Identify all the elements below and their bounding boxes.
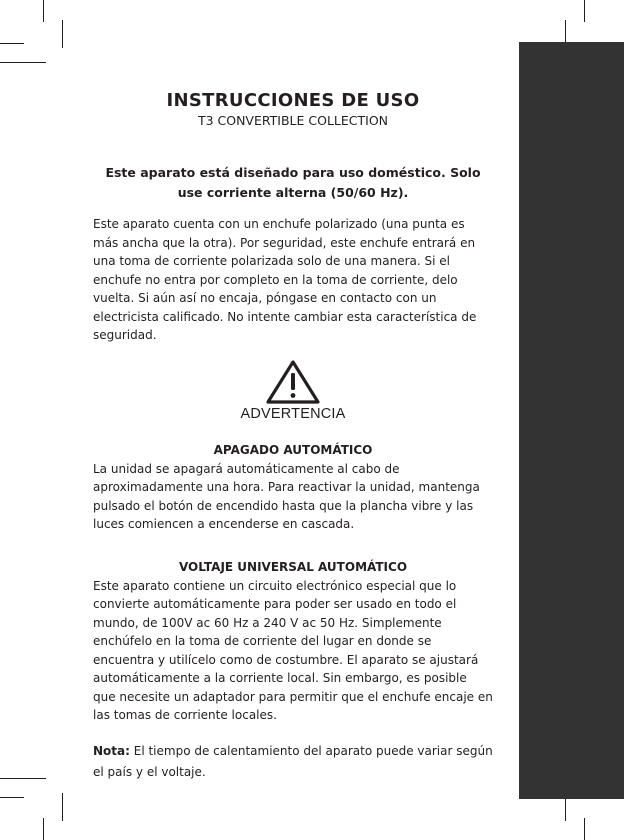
- warning-block: [93, 359, 493, 423]
- crop-mark: [62, 20, 63, 48]
- crop-mark: [0, 778, 46, 779]
- crop-mark: [0, 43, 24, 44]
- crop-mark: [43, 0, 44, 22]
- page-subtitle: T3 CONVERTIBLE COLLECTION: [197, 113, 389, 128]
- warning-triangle-icon: [265, 359, 321, 405]
- crop-mark: [43, 818, 44, 840]
- side-tab: [519, 42, 624, 799]
- page-title: INSTRUCCIONES DE USO: [166, 90, 420, 111]
- section-heading-auto-off: APAGADO AUTOMÁTICO: [213, 442, 373, 457]
- section-body-universal-voltage: Este aparato contiene un circuito electrónico especial que lo convierte automáticamente para poder ser usado en todo el mundo, de 100V ac 60 Hz a 240 V ac 50 Hz. Simplemente enchúfelo en la toma de corriente del lugar en donde se encuentra y utilícelo como de costumbre. El aparato se ajustará automáticamente a la corriente local. Sin embargo, es posible que necesite un adaptador para permitir que el enchufe encaje en las tomas de corriente locales.: [93, 578, 493, 722]
- warning-label: ADVERTENCIA: [240, 405, 346, 422]
- note-text: El tiempo de calentamiento del aparato puede variar según el país y el voltaje.: [93, 743, 493, 779]
- crop-mark: [584, 818, 585, 840]
- crop-mark: [584, 0, 585, 22]
- instruction-page: [93, 90, 493, 783]
- note-label: Nota:: [93, 743, 130, 758]
- note-paragraph: [93, 741, 493, 783]
- section-body-auto-off: La unidad se apagará automáticamente al cabo de aproximadamente una hora. Para reactivar la unidad, mantenga pulsado el botón de encendido hasta que la plancha vibre y las luces comiencen a encenderse en cascada.: [93, 461, 480, 531]
- section-heading-universal-voltage: VOLTAJE UNIVERSAL AUTOMÁTICO: [178, 559, 408, 574]
- intro-notice: Este aparato está diseñado para uso doméstico. Solo use corriente alterna (50/60 Hz).: [105, 165, 481, 200]
- plug-paragraph: Este aparato cuenta con un enchufe polarizado (una punta es más ancha que la otra). Por seguridad, este enchufe entrará en una toma de corriente polarizada solo de una manera. Si el enchufe no entra por completo en la toma de corriente, delo vuelta. Si aún así no encaja, póngase en contacto con un electricista calificado. No intente cambiar esta característica de seguridad.: [93, 217, 477, 342]
- crop-mark: [62, 793, 63, 821]
- crop-mark: [0, 62, 46, 63]
- crop-mark: [0, 797, 24, 798]
